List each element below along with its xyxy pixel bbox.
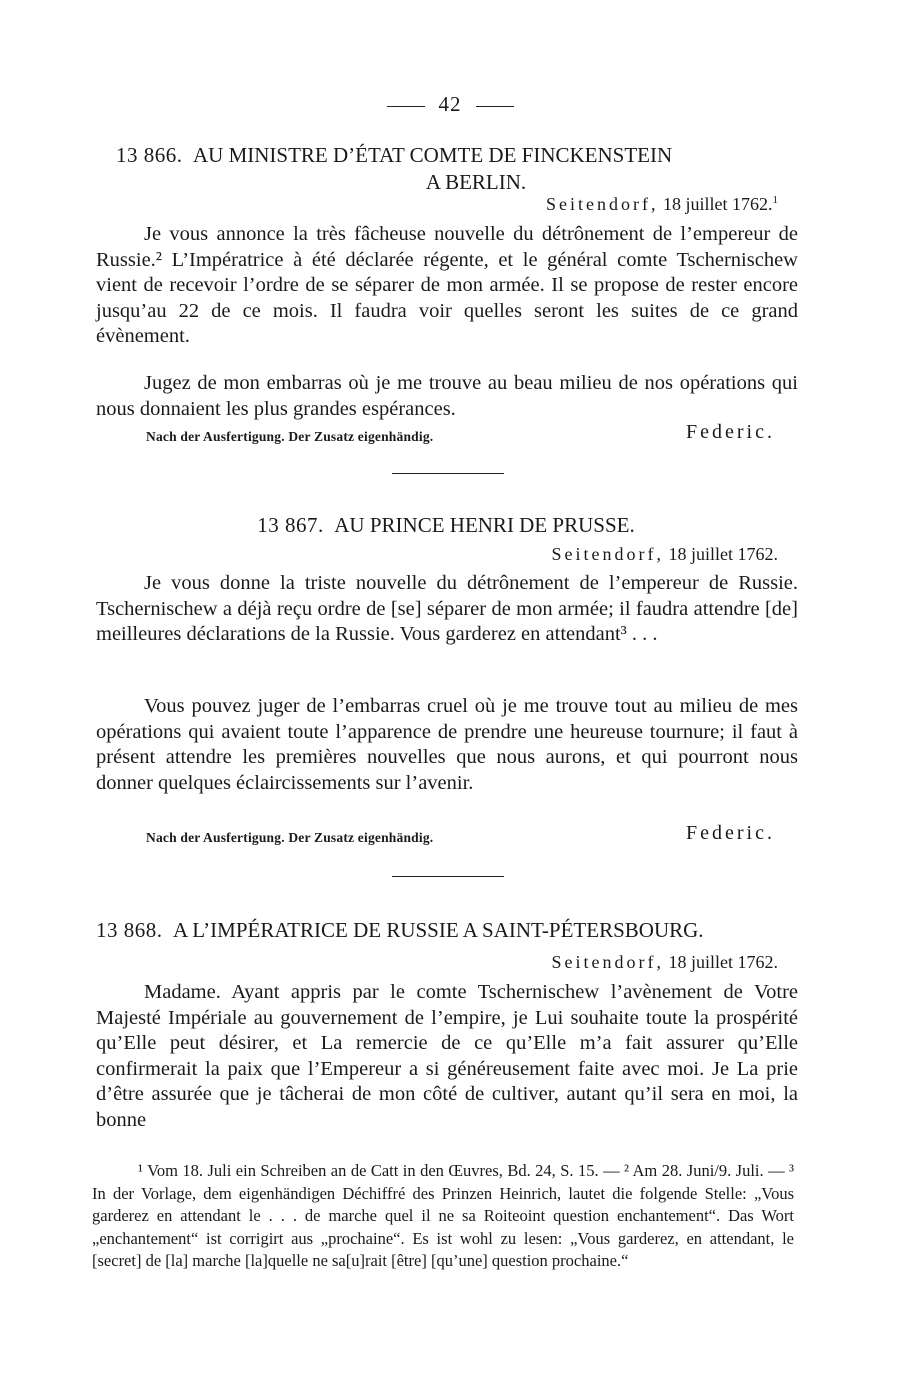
letter-number: 13 868. — [96, 918, 163, 942]
dateline — [552, 543, 778, 565]
dash-left — [387, 106, 425, 107]
letter-heading — [96, 512, 796, 539]
footnotes: ¹ Vom 18. Juli ein Schreiben an de Catt in den Œuvres, Bd. 24, S. 15. — ² Am 28. Juni/9. Juli. — ³ In der Vorlage, dem eigenhändigen Déchiffré des Prinzen Heinrich, lautet die folgende Stelle: „Vous garderez en attendant le . . . de marche quel il ne sa Roiteoint question enchantement“. Das Wort „enchantement“ ist corrigirt aus „prochaine“. Es ist wohl zu lesen: „Vous garderez, en attendant, le [secret] de [la] marche [la]quelle ne sa[u]rait [être] [qu’une] question prochaine.“ — [92, 1161, 794, 1270]
paragraph: Madame. Ayant appris par le comte Tschernischew l’avènement de Votre Majesté Impériale au gouvernement de l’empire, je Lui souhaite toute la prospérité qu’Elle peut désirer, et La remercie de ce qu’Elle m’a fait assurer qu’Elle confirmerait la paix que l’Empereur a si généreusement faite avec moi. Je La prie d’être assurée que je tâcherai de mon côté de cultiver, autant qu’il sera en moi, la bonne — [96, 981, 798, 1131]
letter-heading — [96, 142, 796, 196]
section-rule — [392, 473, 504, 474]
dateline — [546, 193, 778, 215]
place: Seitendorf, — [546, 194, 659, 214]
place: Seitendorf, — [551, 952, 664, 972]
letter-number: 13 866. — [116, 143, 183, 167]
date: 18 juillet 1762. — [668, 544, 778, 564]
running-head — [0, 92, 900, 117]
letter-title-line2: A BERLIN. — [425, 170, 527, 194]
letter-heading — [96, 917, 796, 944]
letter-title: AU PRINCE HENRI DE PRUSSE. — [334, 513, 635, 537]
paragraph: Vous pouvez juger de l’embarras cruel où je me trouve tout au milieu de mes opérations qui avaient toute l’apparence de prendre une heureuse tournure; il faut à présent attendre les premières nouvelles que nous aurons, et qui pourront nous donner quelques éclaircissements sur l’avenir. — [96, 695, 798, 794]
dash-right — [476, 106, 514, 107]
source-note: Nach der Ausfertigung. Der Zusatz eigenhändig. — [146, 830, 434, 845]
paragraph: Je vous donne la triste nouvelle du détrônement de l’empereur de Russie. Tschernischew a déjà reçu ordre de [se] séparer de mon armée; il faudra attendre [de] meilleures déclarations de la Russie. Vous garderez en attendant³ . . . — [96, 572, 798, 645]
signature: Federic. — [686, 822, 775, 844]
dateline — [552, 951, 778, 973]
date: 18 juillet 1762. — [663, 194, 773, 214]
letter-title: AU MINISTRE D’ÉTAT COMTE DE FINCKENSTEIN — [193, 143, 673, 167]
section-rule — [392, 876, 504, 877]
letter-number: 13 867. — [257, 513, 324, 537]
letter-title: A L’IMPÉRATRICE DE RUSSIE A SAINT-PÉTERSBOURG. — [173, 918, 704, 942]
footnote-ref: 1 — [772, 194, 778, 206]
place: Seitendorf, — [551, 544, 664, 564]
paragraph: Je vous annonce la très fâcheuse nouvelle du détrônement de l’empereur de Russie.² L’Impératrice à été déclarée régente, et le général comte Tschernischew vient de recevoir l’ordre de se séparer de mon armée. Il se propose de rester encore jusqu’au 22 de ce mois. Il faudra voir quelles seront les suites de ce grand évènement. — [96, 223, 798, 347]
source-note: Nach der Ausfertigung. Der Zusatz eigenhändig. — [146, 429, 434, 444]
page-number: 42 — [438, 92, 462, 116]
signature: Federic. — [686, 421, 775, 443]
paragraph: Jugez de mon embarras où je me trouve au beau milieu de nos opérations qui nous donnaient les plus grandes espérances. — [96, 372, 798, 420]
date: 18 juillet 1762. — [668, 952, 778, 972]
